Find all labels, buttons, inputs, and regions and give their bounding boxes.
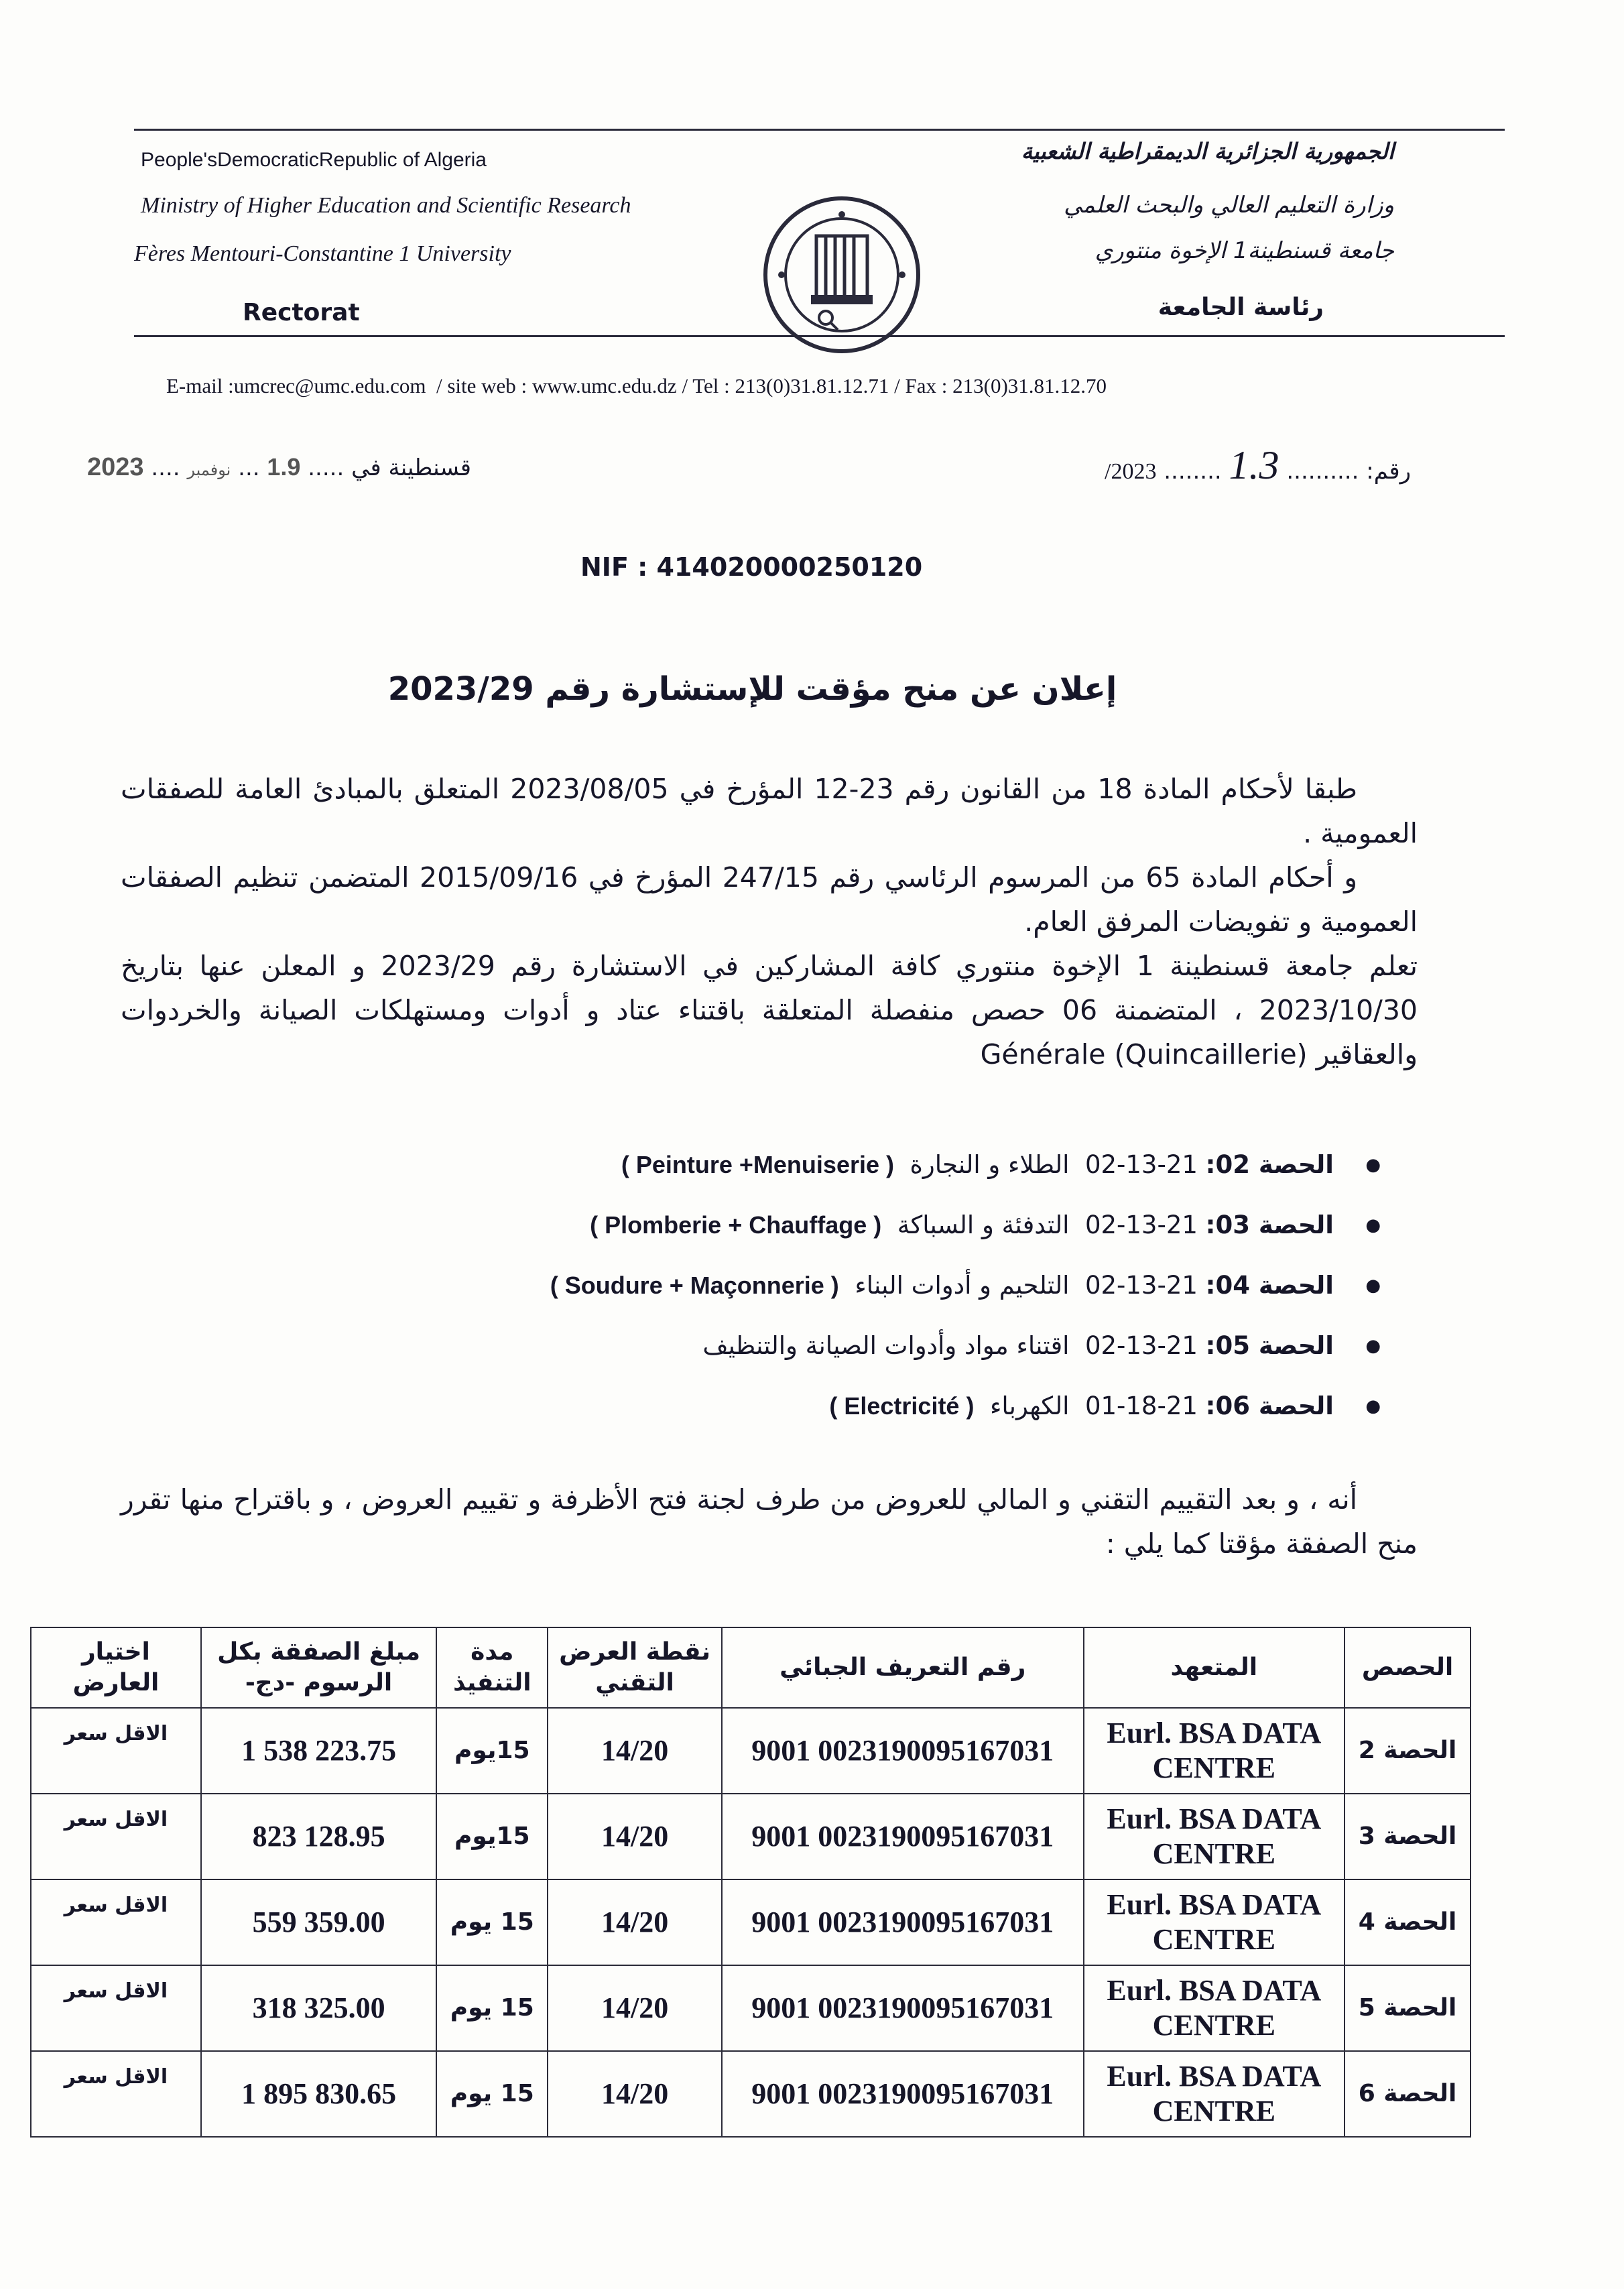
- announcement-title: إعلان عن منح مؤقت للإستشارة رقم 2023/29: [387, 670, 1117, 708]
- cell-tax-id: 0023190095167031 9001: [722, 1708, 1084, 1794]
- paragraph-announcement: تعلم جامعة قسنطينة 1 الإخوة منتوري كافة المشاركين في الاستشارة رقم 2023/29 و المعلن عنها بتاريخ 2023/10/30 ، المتضمنة 06 حصص منفصلة المتعلقة باقتناء عتاد و أدوات ومستهلكات الصيانة والخردوات والعقاقير (Quincaillerie) Générale: [121, 950, 1418, 1070]
- header-en-university: Fères Mentouri-Constantine 1 University: [134, 241, 511, 266]
- lot-item: [335, 1145, 1381, 1205]
- cell-tax-id: 0023190095167031 9001: [722, 2051, 1084, 2137]
- date-day: 1.9: [267, 453, 301, 481]
- cell-technical-score: 14/20: [548, 2051, 722, 2137]
- lot-label: الحصة 02:: [1205, 1150, 1334, 1179]
- lot-label: الحصة 04:: [1205, 1271, 1334, 1300]
- nif-number: NIF : 414020000250120: [580, 552, 923, 582]
- cell-duration: 15يوم: [436, 1794, 548, 1879]
- date-month: نوفمبر: [187, 460, 231, 479]
- paragraph-law-article: طبقا لأحكام المادة 18 من القانون رقم 23-12 المؤرخ في 2023/08/05 المتعلق بالمبادئ العامة للصفقات العمومية .: [121, 773, 1418, 849]
- header-ar-rectorat: رئاسة الجامعة: [1158, 294, 1324, 321]
- lot-item: [335, 1265, 1381, 1326]
- reference-label: رقم:: [1366, 458, 1411, 485]
- cell-selection: الاقل سعر: [31, 1708, 201, 1794]
- cell-duration: 15 يوم: [436, 1879, 548, 1965]
- col-header-selection: اختيار العارض: [31, 1627, 201, 1708]
- cell-technical-score: 14/20: [548, 1794, 722, 1879]
- header-contact-line: E-mail :umcrec@umc.edu.com / site web : www.umc.edu.dz / Tel : 213(0)31.81.12.71 / Fax : 213(0)31.81.12.70: [166, 374, 1107, 397]
- cell-bidder: Eurl. BSA DATA CENTRE: [1084, 1794, 1345, 1879]
- cell-amount: 318 325.00: [201, 1965, 437, 2051]
- cell-lot: الحصة 2: [1345, 1708, 1471, 1794]
- cell-tax-id: 0023190095167031 9001: [722, 1879, 1084, 1965]
- header-top-rule: [134, 129, 1505, 131]
- cell-selection: الاقل سعر: [31, 2051, 201, 2137]
- lot-code: 02-13-21: [1084, 1211, 1198, 1239]
- date-place-label: قسنطينة في: [351, 454, 471, 481]
- lot-label: الحصة 06:: [1205, 1391, 1334, 1420]
- cell-amount: 1 538 223.75: [201, 1708, 437, 1794]
- col-header-lots: الحصص: [1345, 1627, 1471, 1708]
- lot-french-name: ( Electricité ): [829, 1392, 975, 1420]
- cell-lot: الحصة 6: [1345, 2051, 1471, 2137]
- date-line: قسنطينة في ..... 1.9 ... نوفمبر .... 2023: [87, 453, 471, 481]
- col-header-amount: مبلغ الصفقة بكل الرسوم -دج-: [201, 1627, 437, 1708]
- lot-french-name: ( Soudure + Maçonnerie ): [550, 1272, 839, 1299]
- lot-label: الحصة 03:: [1205, 1211, 1334, 1239]
- cell-tax-id: 0023190095167031 9001: [722, 1965, 1084, 2051]
- lot-arabic-name: التدفئة و السباكة: [897, 1211, 1070, 1239]
- table-row: [31, 1794, 1471, 1879]
- header-en-ministry: Ministry of Higher Education and Scientific Research: [141, 193, 631, 218]
- lots-list: [335, 1145, 1381, 1446]
- cell-lot: الحصة 5: [1345, 1965, 1471, 2051]
- table-row: [31, 1708, 1471, 1794]
- header-en-rectorat: Rectorat: [243, 299, 360, 326]
- cell-lot: الحصة 3: [1345, 1794, 1471, 1879]
- cell-technical-score: 14/20: [548, 1879, 722, 1965]
- lot-item: [335, 1205, 1381, 1265]
- lot-code: 02-13-21: [1084, 1331, 1198, 1360]
- intro-paragraphs: [121, 767, 1418, 1076]
- lot-french-name: ( Peinture +Menuiserie ): [621, 1151, 894, 1178]
- header-bottom-rule: [134, 335, 1505, 337]
- cell-selection: الاقل سعر: [31, 1965, 201, 2051]
- lot-code: 01-18-21: [1084, 1391, 1198, 1420]
- cell-duration: 15يوم: [436, 1708, 548, 1794]
- col-header-duration: مدة التنفيذ: [436, 1627, 548, 1708]
- cell-bidder: Eurl. BSA DATA CENTRE: [1084, 2051, 1345, 2137]
- cell-tax-id: 0023190095167031 9001: [722, 1794, 1084, 1879]
- cell-amount: 559 359.00: [201, 1879, 437, 1965]
- table-header-row: [31, 1627, 1471, 1708]
- header-ar-country: الجمهورية الجزائرية الديمقراطية الشعبية: [1021, 138, 1394, 164]
- paragraph-decree-article: و أحكام المادة 65 من المرسوم الرئاسي رقم 247/15 المؤرخ في 2015/09/16 المتضمن تنظيم الصفقات العمومية و تفويضات المرفق العام.: [121, 861, 1418, 938]
- table-row: [31, 1965, 1471, 2051]
- cell-amount: 823 128.95: [201, 1794, 437, 1879]
- cell-technical-score: 14/20: [548, 1708, 722, 1794]
- award-table: [30, 1627, 1471, 2138]
- lot-arabic-name: التلحيم و أدوات البناء: [855, 1271, 1070, 1300]
- lot-item: [335, 1326, 1381, 1386]
- header-ar-university: جامعة قسنطينة1 الإخوة منتوري: [1095, 237, 1394, 264]
- university-emblem: [761, 194, 922, 355]
- cell-selection: الاقل سعر: [31, 1879, 201, 1965]
- cell-amount: 1 895 830.65: [201, 2051, 437, 2137]
- table-row: [31, 1879, 1471, 1965]
- lot-french-name: ( Plomberie + Chauffage ): [590, 1211, 882, 1239]
- reference-value: 1.3: [1229, 443, 1279, 487]
- lot-arabic-name: الكهرباء: [989, 1391, 1070, 1420]
- header-en-country: People'sDemocraticRepublic of Algeria: [141, 149, 487, 171]
- cell-duration: 15 يوم: [436, 2051, 548, 2137]
- cell-duration: 15 يوم: [436, 1965, 548, 2051]
- lot-code: 02-13-21: [1084, 1150, 1198, 1179]
- reference-year: 2023/: [1104, 459, 1157, 484]
- table-row: [31, 2051, 1471, 2137]
- cell-bidder: Eurl. BSA DATA CENTRE: [1084, 1708, 1345, 1794]
- lot-arabic-name: الطلاء و النجارة: [910, 1150, 1070, 1179]
- decision-paragraph-wrap: [121, 1477, 1418, 1566]
- date-year: 2023: [87, 453, 144, 481]
- col-header-bidder: المتعهد: [1084, 1627, 1345, 1708]
- lot-code: 02-13-21: [1084, 1271, 1198, 1300]
- cell-lot: الحصة 4: [1345, 1879, 1471, 1965]
- header-ar-ministry: وزارة التعليم العالي والبحث العلمي: [1064, 192, 1394, 219]
- lot-arabic-name: اقتناء مواد وأدوات الصيانة والتنظيف: [702, 1331, 1070, 1360]
- col-header-technical-score: نقطة العرض التقني: [548, 1627, 722, 1708]
- cell-selection: الاقل سعر: [31, 1794, 201, 1879]
- cell-bidder: Eurl. BSA DATA CENTRE: [1084, 1879, 1345, 1965]
- col-header-tax-id: رقم التعريف الجبائي: [722, 1627, 1084, 1708]
- cell-technical-score: 14/20: [548, 1965, 722, 2051]
- lot-label: الحصة 05:: [1205, 1331, 1334, 1360]
- reference-number: رقم: .......... 1.3 ........ 2023/: [1104, 443, 1411, 487]
- paragraph-decision: أنه ، و بعد التقييم التقني و المالي للعروض من طرف لجنة فتح الأظرفة و تقييم العروض ، و باقتراح منها تقرر منح الصفقة مؤقتا كما يلي :: [121, 1483, 1418, 1560]
- lot-item: [335, 1386, 1381, 1446]
- cell-bidder: Eurl. BSA DATA CENTRE: [1084, 1965, 1345, 2051]
